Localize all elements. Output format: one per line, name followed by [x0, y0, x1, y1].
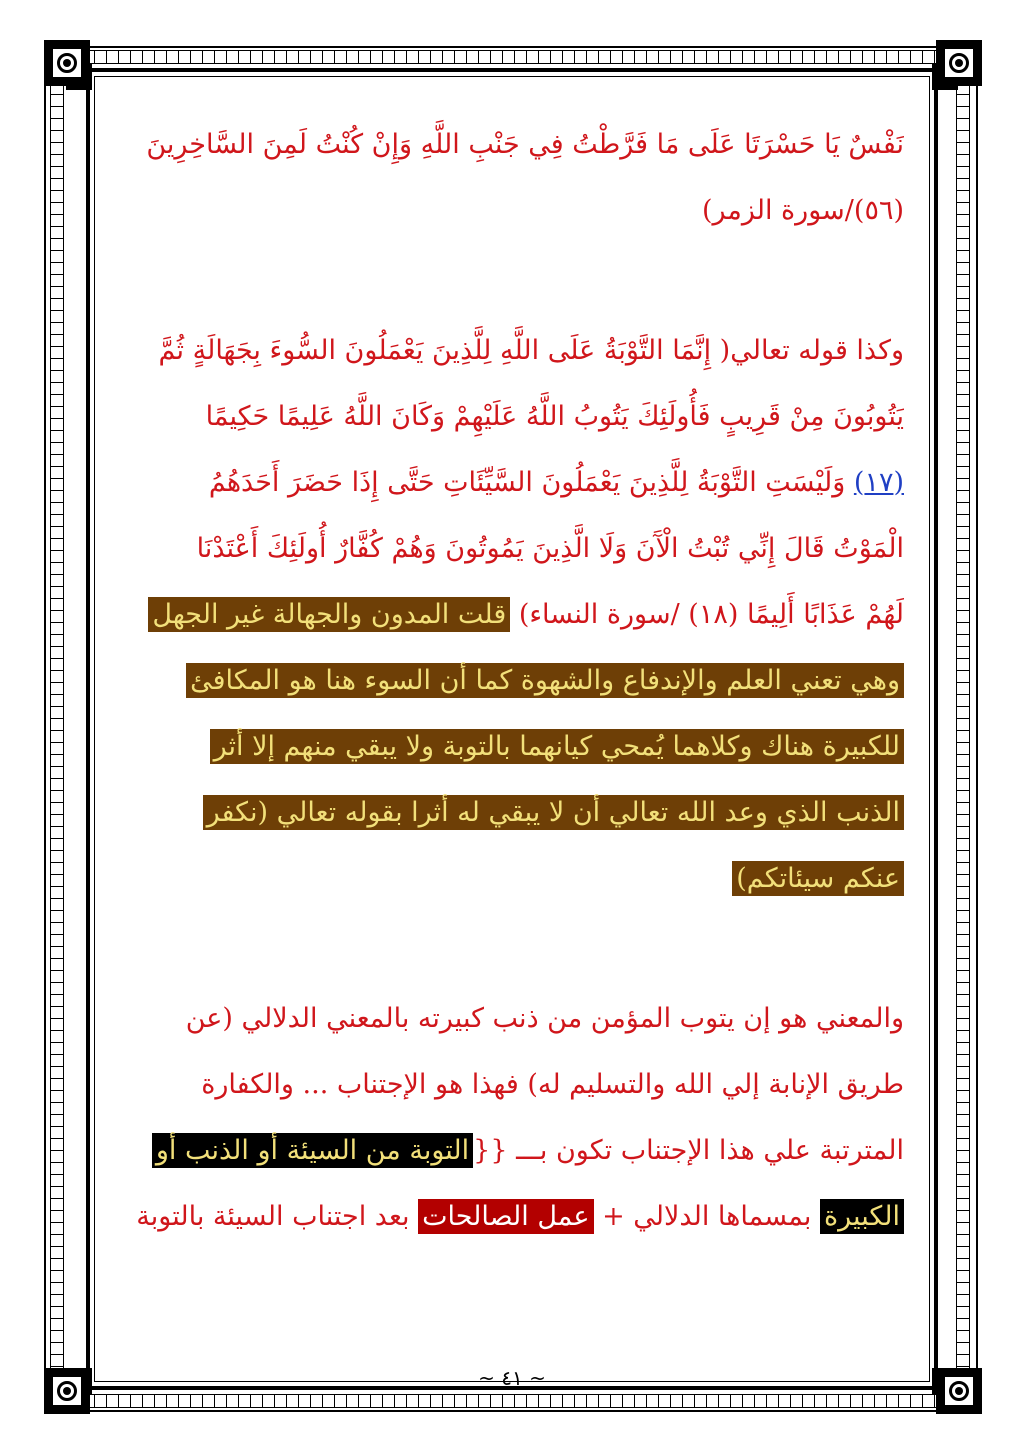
text-line — [120, 450, 904, 516]
text-segment: وَلَيْسَتِ التَّوْبَةُ لِلَّذِينَ يَعْمَلُونَ السَّيِّئَاتِ حَتَّى إِذَا حَضَرَ أَحَدَهُمُ — [208, 467, 854, 498]
page-body-text — [120, 112, 904, 1250]
highlighted-text: الكبيرة — [820, 1199, 904, 1234]
ring-icon — [949, 53, 969, 73]
highlighted-text: التوبة من السيئة أو الذنب أو — [152, 1133, 473, 1168]
text-segment: وكذا قوله تعالي( إِنَّمَا التَّوْبَةُ عَلَى اللَّهِ لِلَّذِينَ يَعْمَلُونَ السُّوءَ بِجَهَالَةٍ ثُمَّ — [158, 335, 904, 366]
highlighted-text: عمل الصالحات — [418, 1199, 593, 1234]
text-segment: (٥٦)/سورة الزمر) — [701, 195, 904, 226]
corner-ornament-top-left — [44, 40, 90, 86]
text-line — [120, 112, 904, 178]
border-pattern-left — [50, 70, 64, 1388]
paragraph-gap — [120, 912, 904, 986]
highlighted-text: الذنب الذي وعد الله تعالي أن لا يبقي له أثرا بقوله تعالي (نكفر — [203, 795, 904, 830]
text-segment: لَهُمْ عَذَابًا أَلِيمًا (١٨) /سورة النساء) — [510, 599, 904, 630]
text-segment: بمسماها الدلالي + — [593, 1201, 821, 1232]
verse-number: (١٧) — [853, 467, 904, 498]
ring-icon — [57, 53, 77, 73]
text-segment: طريق الإنابة إلي الله والتسليم له) فهذا هو الإجتناب ... والكفارة — [201, 1069, 904, 1100]
border-pattern-right — [956, 70, 970, 1388]
text-line — [120, 178, 904, 244]
text-line — [120, 714, 904, 780]
border-pattern-bottom — [70, 1394, 954, 1408]
border-pattern-top — [70, 50, 954, 64]
text-line — [120, 318, 904, 384]
text-line — [120, 780, 904, 846]
highlighted-text: وهي تعني العلم والإندفاع والشهوة كما أن السوء هنا هو المكافئ — [186, 663, 904, 698]
text-segment: نَفْسٌ يَا حَسْرَتَا عَلَى مَا فَرَّطْتُ فِي جَنْبِ اللَّهِ وَإِنْ كُنْتُ لَمِنَ السَّاخِرِينَ — [146, 129, 904, 160]
text-line — [120, 1184, 904, 1250]
highlighted-text: عنكم سيئاتكم) — [732, 861, 904, 896]
text-line — [120, 846, 904, 912]
text-line — [120, 1052, 904, 1118]
text-line — [120, 384, 904, 450]
text-segment: يَتُوبُونَ مِنْ قَرِيبٍ فَأُولَئِكَ يَتُوبُ اللَّهُ عَلَيْهِمْ وَكَانَ اللَّهُ عَلِيمًا حَكِيمًا — [205, 401, 904, 432]
highlighted-text: للكبيرة هناك وكلاهما يُمحي كيانهما بالتوبة ولا يبقي منهم إلا أثر — [210, 729, 904, 764]
text-line — [120, 986, 904, 1052]
page-number: ~ ٤١ ~ — [478, 1366, 546, 1390]
text-line — [120, 1118, 904, 1184]
text-line — [120, 582, 904, 648]
text-line — [120, 648, 904, 714]
highlighted-text: قلت المدون والجهالة غير الجهل — [148, 597, 510, 632]
text-segment: الْمَوْتُ قَالَ إِنِّي تُبْتُ الْآَنَ وَلَا الَّذِينَ يَمُوتُونَ وَهُمْ كُفَّارٌ أُولَئِكَ أَعْتَدْنَا — [196, 533, 904, 564]
ring-icon — [949, 1381, 969, 1401]
ring-icon — [57, 1381, 77, 1401]
text-segment: المترتبة علي هذا الإجتناب تكون بـــ {{ — [473, 1135, 904, 1166]
paragraph-gap — [120, 244, 904, 318]
text-segment: بعد اجتناب السيئة بالتوبة — [136, 1201, 419, 1232]
corner-ornament-top-right — [936, 40, 982, 86]
text-segment: والمعني هو إن يتوب المؤمن من ذنب كبيرته بالمعني الدلالي (عن — [185, 1003, 904, 1034]
text-line — [120, 516, 904, 582]
